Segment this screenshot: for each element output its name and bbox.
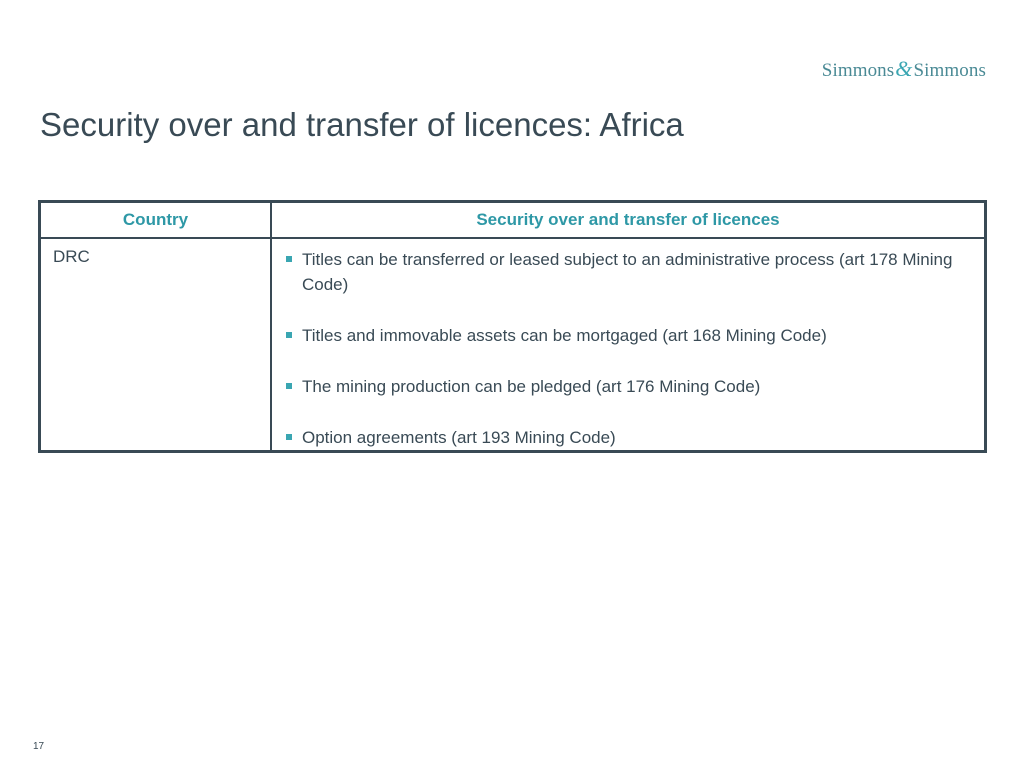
square-bullet-icon	[286, 383, 292, 389]
square-bullet-icon	[286, 332, 292, 338]
licences-table	[41, 203, 984, 450]
list-item	[284, 425, 972, 450]
list-item-text: The mining production can be pledged (art 176 Mining Code)	[302, 377, 761, 396]
column-header-security: Security over and transfer of licences	[271, 203, 984, 238]
table-header-row	[41, 203, 984, 238]
logo-right-text: Simmons	[913, 60, 986, 81]
licences-table-container	[38, 200, 987, 453]
page-number: 17	[33, 741, 45, 752]
list-item	[284, 323, 972, 348]
list-item-text: Titles and immovable assets can be mortgaged (art 168 Mining Code)	[302, 326, 827, 345]
square-bullet-icon	[286, 256, 292, 262]
simmons-logo	[822, 56, 986, 82]
logo-left-text: Simmons	[821, 60, 895, 81]
square-bullet-icon	[286, 434, 292, 440]
table-row	[41, 238, 984, 450]
column-header-country: Country	[41, 203, 271, 238]
page-title: Security over and transfer of licences: Africa	[40, 106, 684, 143]
list-item-text: Titles can be transferred or leased subject to an administrative process (art 178 Mining Code)	[302, 250, 953, 294]
logo-ampersand: &	[895, 56, 913, 81]
security-cell	[271, 238, 984, 450]
country-cell: DRC	[41, 238, 271, 450]
list-item-text: Option agreements (art 193 Mining Code)	[302, 428, 616, 447]
list-item	[284, 247, 972, 297]
list-item	[284, 374, 972, 399]
security-points-list	[284, 247, 972, 450]
